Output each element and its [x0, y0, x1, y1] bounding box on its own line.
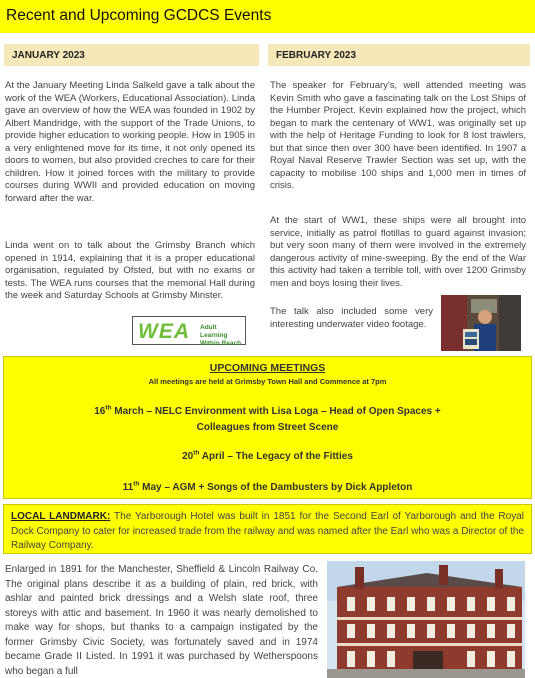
wea-tagline-line-2: Within Reach [200, 340, 242, 347]
january-heading: JANUARY 2023 [4, 44, 259, 66]
page-title: Recent and Upcoming GCDCS Events [6, 7, 272, 24]
wea-logo-tagline [200, 324, 245, 348]
hotel-photo-image [327, 561, 525, 678]
meeting-item-march: 16th March – NELC Environment with Lisa Loga – Head of Open Spaces + Colleagues from Street Scene [94, 404, 441, 433]
local-landmark-box [3, 504, 532, 554]
history-paragraph: Enlarged in 1891 for the Manchester, Sheffield & Lincoln Railway Co. The original plans describe it as a building of plain, red brick, with ashlar and painted brick dressings and a Welsh slate roof, three storeys with attic and basement. In 1960 it was nearly demolished to make way for shops, but thanks to a campaign instigated by the former Grimsby Civic Society, was fortunately saved and in 1974 became Grade II Listed. In 1991 it was purchased by Wetherspoons who began a full [5, 564, 318, 677]
wea-logo [132, 316, 246, 345]
january-paragraph-1: At the January Meeting Linda Salkeld gave a talk about the work of the WEA (Workers, Educational Association). Linda gave an overview of how the WEA was founded in 1902 by Albert Mandridge, with the support of the Trade Unions, to provide higher education to working people. How in 1905 in a very enlightened move for its time, it not only opened its doors to women, but also provided creches to care for their children. How it joined forces with the military to provide courses during WWII and provided education on moving forward after the war. [5, 80, 255, 204]
meetings-subtitle: All meetings are held at Grimsby Town Hall and Commence at 7pm [148, 377, 387, 386]
meetings-title: UPCOMING MEETINGS [209, 362, 326, 374]
page-banner [0, 0, 535, 33]
february-paragraph-3: The talk also included some very interesting underwater video footage. [270, 306, 433, 330]
speaker-photo [441, 295, 521, 351]
local-landmark-label: LOCAL LANDMARK: [11, 511, 111, 522]
meeting-item-may: 11th May – AGM + Songs of the Dambusters by Dick Appleton [122, 480, 413, 493]
meeting-item-april: 20th April – The Legacy of the Fitties [182, 449, 353, 462]
yarborough-hotel-photo [327, 561, 525, 678]
wea-logo-letters: WEA [138, 320, 190, 343]
wea-tagline-line-1: Adult Learning [200, 324, 228, 339]
february-paragraph-1: The speaker for February's, well attended meeting was Kevin Smith who gave a fascinating talk on the Lost Ships of the Humber Project. Kevin explained how the project, which began to mark the centenary of WW1, was originally set up with the help of Heritage Funding to look for 8 lost trawlers, but that since then over 300 have been identified. In 1907 a Royal Naval Reserve Trawler Section was set up, with the capacity to mobilise 100 ships and 1,000 men in times of crisis. [270, 80, 526, 191]
speaker-photo-image [441, 295, 521, 351]
local-landmark-text: The Yarborough Hotel was built in 1851 for the Second Earl of Yarborough and the Royal Dock Company to cater for increased trade from the railway and was named after the Earl who was a Director of the Railway Company. [11, 511, 525, 551]
february-heading: FEBRUARY 2023 [268, 44, 530, 66]
january-paragraph-2: Linda went on to talk about the Grimsby Branch which opened in 1914, explaining that it is a proper educational organisation, regulated by Ofsted, but with no exams or tests. The WEA runs courses that the memorial Hall during the week and Saturday Schools at Grimsby Minster. [5, 240, 255, 301]
february-paragraph-2: At the start of WW1, these ships were all brought into service, initially as patrol flotillas to guard against invasion; but very soon many of them were involved in the extremely dangerous activity of mine-sweeping. By the end of the War this activity had taken a terrible toll, with over 1200 Grimsby men and boys losing their lives. [270, 215, 526, 289]
upcoming-meetings-box [3, 356, 532, 499]
